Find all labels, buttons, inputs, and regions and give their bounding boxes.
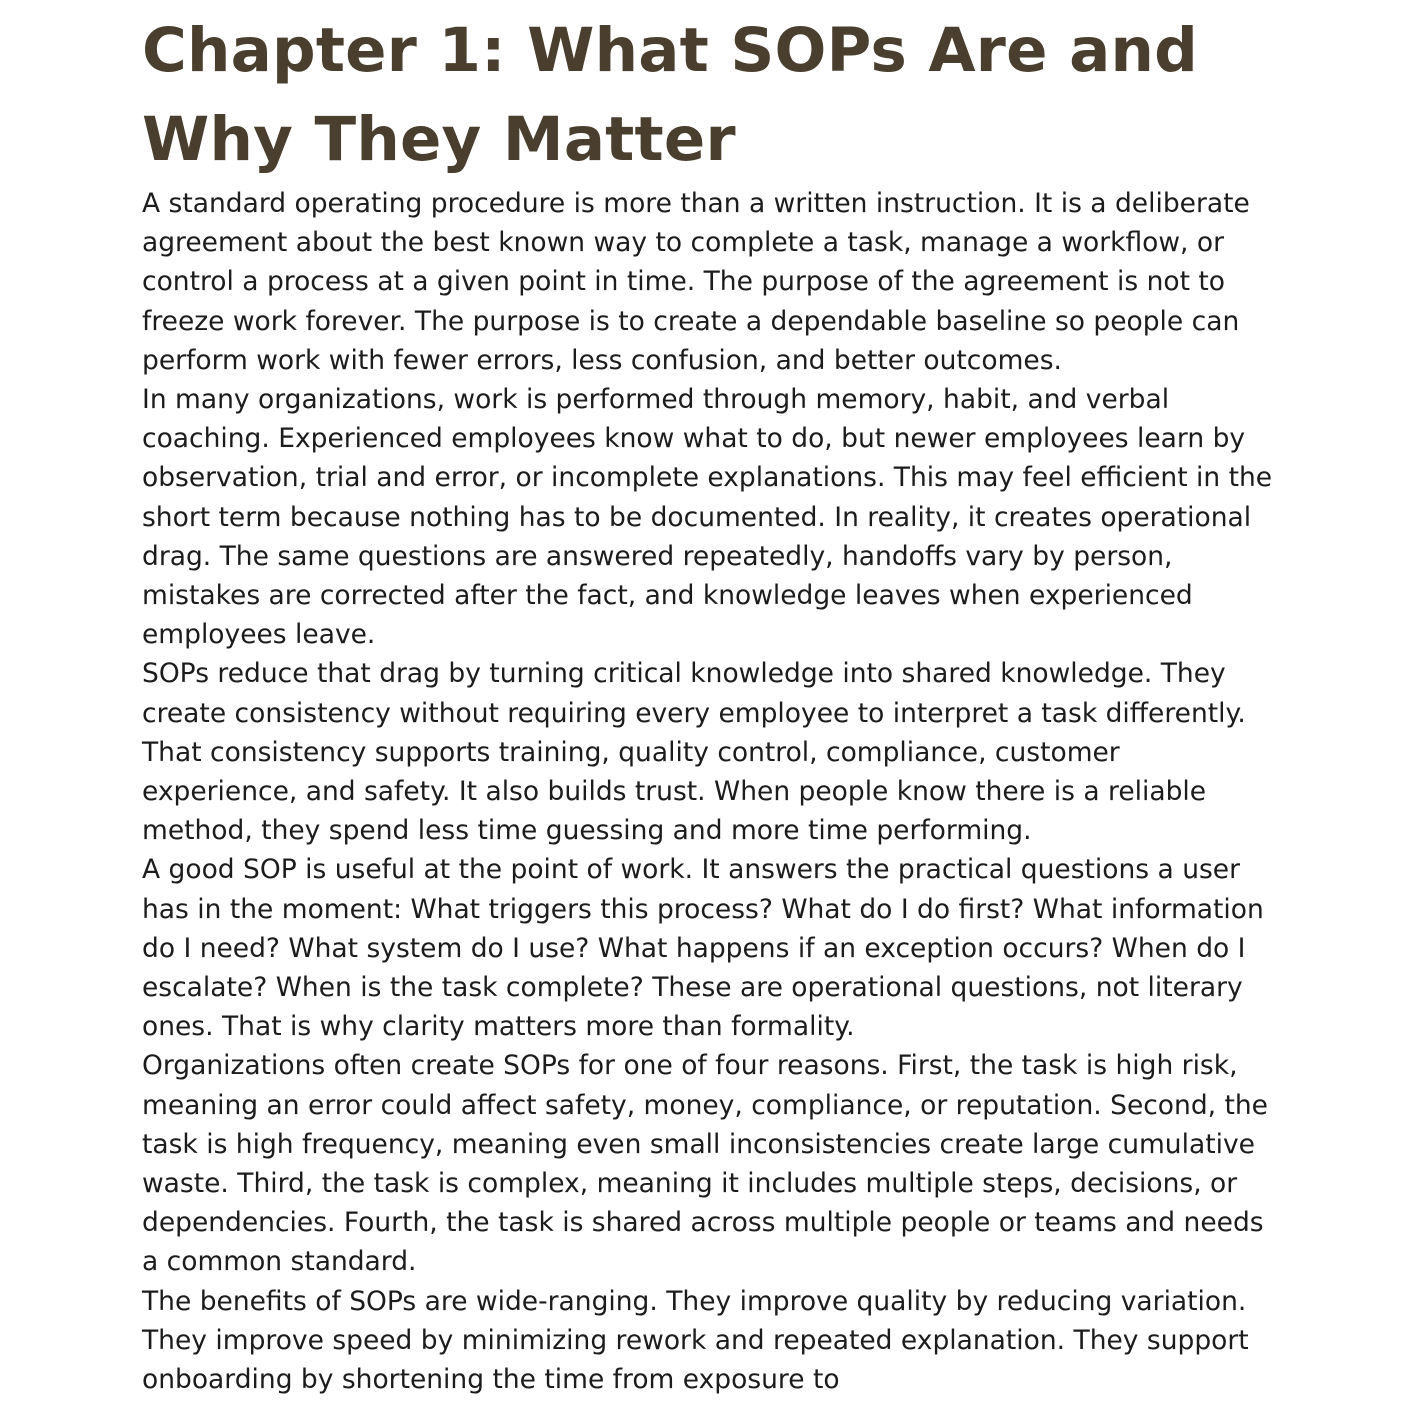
paragraph-point-of-work: A good SOP is useful at the point of work. It answers the practical questions a user has in the moment: What triggers this process? What do I do first? What information do I need? What system do I use? What happens if an exception occurs? When do I escalate? When is the task complete? These are operational questions, not literary ones. That is why clarity matters more than formality. — [142, 854, 1264, 1043]
paragraph-four-reasons: Organizations often create SOPs for one of four reasons. First, the task is high risk, meaning an error could affect safety, money, compliance, or reputation. Second, the task is high frequency, meaning even small inconsistencies create large cumulative waste. Third, the task is complex, meaning it includes multiple steps, decisions, or dependencies. Fourth, the task is shared across multiple people or teams and needs a common standard. — [142, 1050, 1268, 1278]
paragraph-definition: A standard operating procedure is more than a written instruction. It is a deliberate agreement about the best known way to complete a task, manage a workflow, or control a process at a given point in time. The purpose of the agreement is not to freeze work forever. The purpose is to create a dependable baseline so people can perform work with fewer errors, less confusion, and better outcomes. — [142, 188, 1250, 376]
paragraph-benefits: The benefits of SOPs are wide-ranging. They improve quality by reducing variation. They improve speed by minimizing rework and repeated explanation. They support onboarding by shortening the time from exposure to — [142, 1285, 1249, 1396]
chapter-content — [142, 6, 1282, 1399]
paragraph-operational-drag: In many organizations, work is performed through memory, habit, and verbal coaching. Experienced employees know what to do, but newer employees learn by observation, trial and error, or incomplete explanations. This may feel efficient in the short term because nothing has to be documented. In reality, it creates operational drag. The same questions are answered repeatedly, handoffs vary by person, mistakes are corrected after the fact, and knowledge leaves when experienced employees leave. — [142, 384, 1273, 651]
chapter-title: Chapter 1: What SOPs Are and Why They Matter — [142, 15, 1198, 175]
paragraph-shared-knowledge: SOPs reduce that drag by turning critical knowledge into shared knowledge. They create consistency without requiring every employee to interpret a task differently. That consistency supports training, quality control, compliance, customer experience, and safety. It also builds trust. When people know there is a reliable method, they spend less time guessing and more time performing. — [142, 658, 1246, 847]
